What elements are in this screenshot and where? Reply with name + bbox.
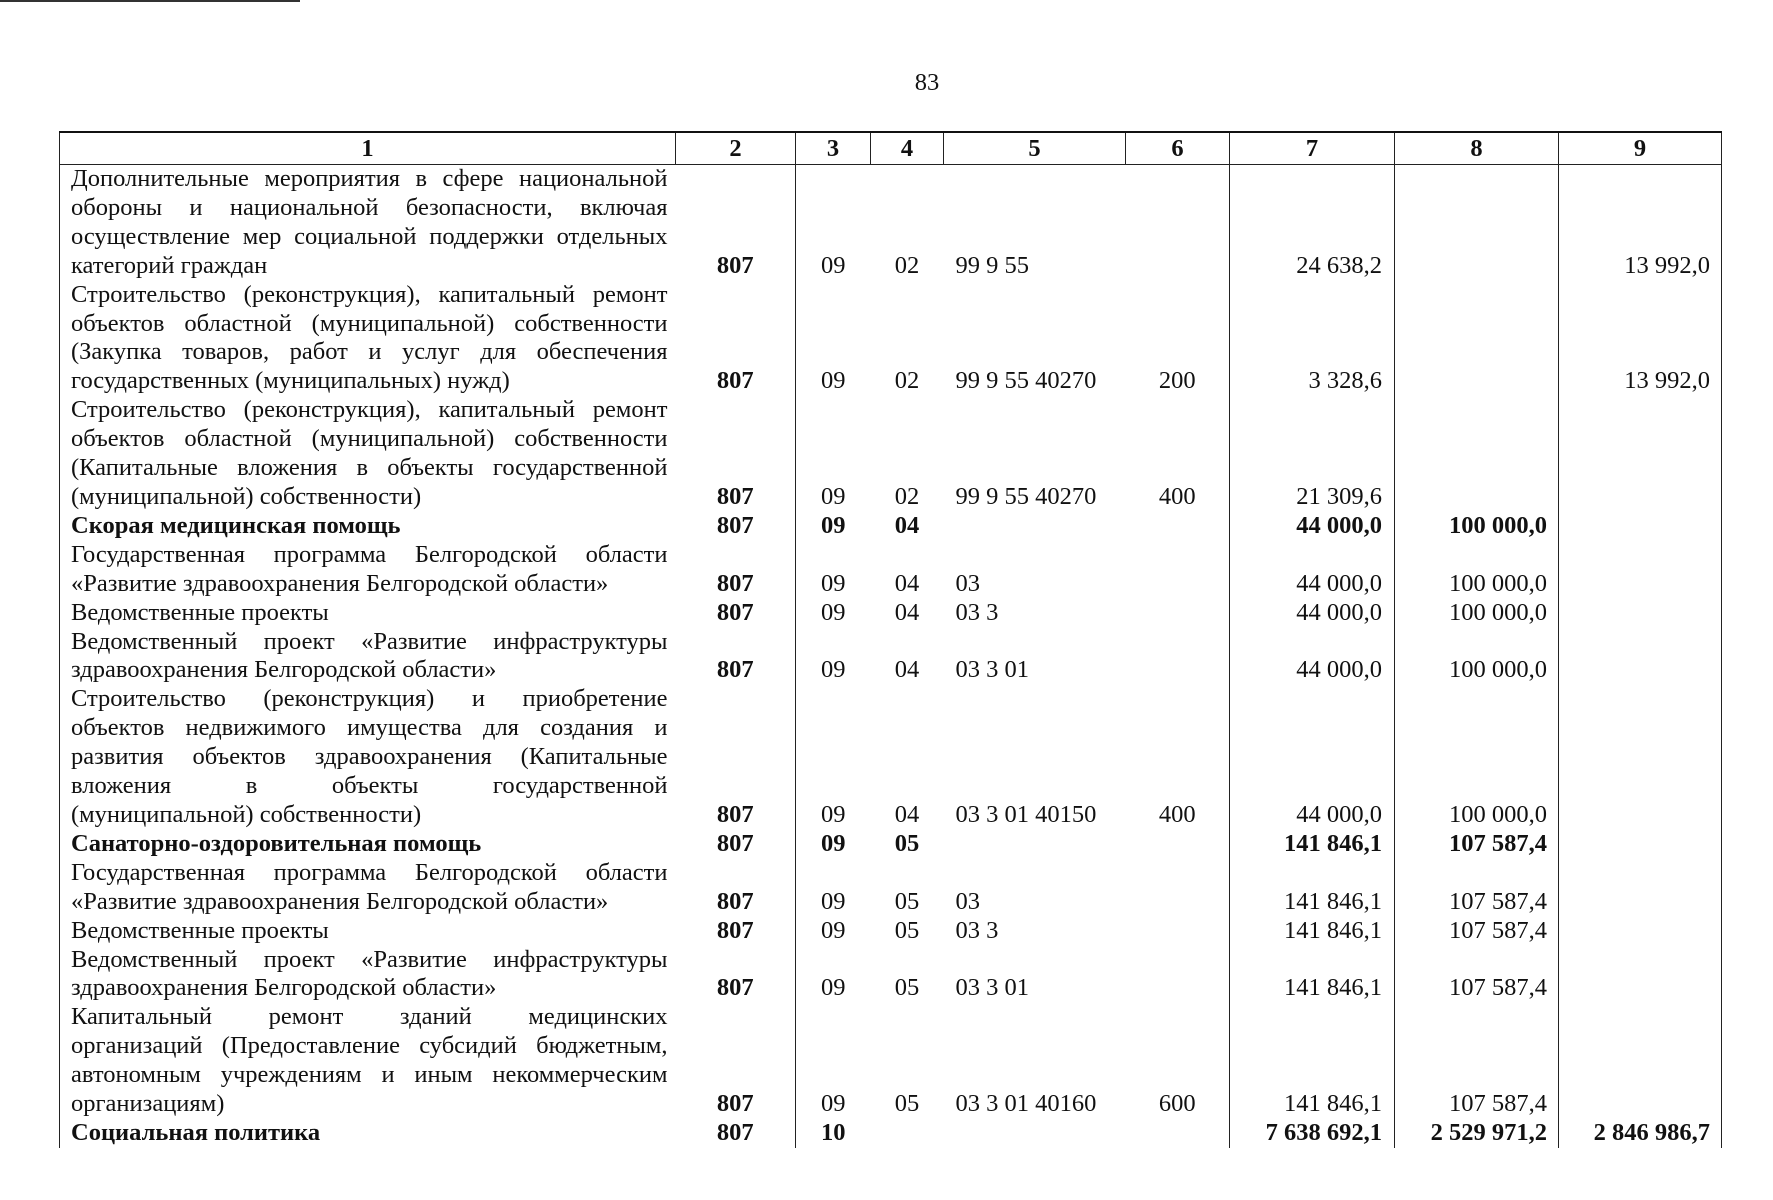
amount-col-8: 2 529 971,2 — [1395, 1119, 1559, 1148]
row-name-line: Строительство (реконструкция), капитальный ремонт — [71, 396, 668, 424]
table-row — [60, 830, 1722, 859]
code-section: 09 — [796, 281, 871, 397]
code-expense-type: 400 — [1158, 482, 1196, 510]
amount-col-7: 44 000,0 — [1230, 599, 1395, 628]
code-expense-type: 600 — [1158, 1090, 1196, 1118]
code-subsection: 02 — [894, 482, 920, 510]
amount-col-7: 7 638 692,1 — [1230, 1119, 1395, 1148]
code-expense-type — [1126, 512, 1230, 541]
table-row — [60, 628, 1722, 686]
row-name-line: Государственная программа Белгородской области — [71, 858, 668, 886]
code-expense-type: 400 — [1158, 800, 1196, 828]
row-name-line: «Развитие здравоохранения Белгородской области» — [71, 569, 609, 597]
row-name — [60, 859, 676, 917]
amount-col-8: 107 587,4 — [1395, 830, 1559, 859]
row-name-line: (Капитальные вложения в объекты государственной — [71, 454, 668, 482]
header-col-2: 2 — [676, 132, 796, 165]
table-row — [60, 1119, 1722, 1148]
scan-edge-rule — [0, 0, 300, 2]
code-admin: 807 — [716, 511, 754, 539]
code-admin: 807 — [716, 367, 754, 395]
row-name-line: Скорая медицинская помощь — [71, 511, 401, 539]
code-target-article: 99 9 55 40270 — [955, 367, 1097, 395]
code-target-article — [944, 512, 1126, 541]
row-name-line: вложения в объекты государственной — [71, 772, 668, 800]
code-admin: 807 — [716, 1090, 754, 1118]
row-name-line: объектов областной (муниципальной) собственности — [71, 309, 668, 337]
code-expense-type — [1126, 830, 1230, 859]
code-target-article: 03 3 01 40160 — [955, 1090, 1097, 1118]
code-section: 10 — [796, 1119, 871, 1148]
row-name — [60, 628, 676, 686]
amount-col-9 — [1559, 599, 1722, 628]
row-name-line: автономным учреждениям и иным некоммерческим — [71, 1061, 668, 1089]
table-row — [60, 541, 1722, 599]
amount-col-7: 44 000,0 — [1230, 628, 1395, 686]
row-name — [60, 946, 676, 1004]
row-name-line: организаций (Предоставление субсидий бюджетным, — [71, 1032, 668, 1060]
code-subsection — [871, 1119, 944, 1148]
table-row — [60, 1003, 1722, 1119]
code-expense-type — [1126, 859, 1230, 917]
code-subsection: 05 — [894, 974, 920, 1002]
row-name-line: Дополнительные мероприятия в сфере национальной — [71, 165, 668, 192]
row-name — [60, 599, 676, 628]
row-name-line: организациям) — [71, 1090, 225, 1118]
amount-col-7: 24 638,2 — [1230, 165, 1395, 281]
code-subsection: 04 — [894, 800, 920, 828]
row-name — [60, 685, 676, 830]
code-admin: 807 — [716, 251, 754, 279]
header-col-9: 9 — [1559, 132, 1722, 165]
code-admin: 807 — [716, 569, 754, 597]
code-target-article: 03 3 — [955, 916, 999, 944]
amount-col-7: 3 328,6 — [1230, 281, 1395, 397]
code-admin: 807 — [716, 974, 754, 1002]
header-row — [60, 132, 1722, 165]
row-name-line: Санаторно-оздоровительная помощь — [71, 829, 482, 857]
row-name-line: объектов областной (муниципальной) собственности — [71, 425, 668, 453]
row-name-line: развития объектов здравоохранения (Капитальные — [71, 743, 668, 771]
row-name — [60, 396, 676, 512]
row-name-line: обороны и национальной безопасности, включая — [71, 193, 668, 221]
amount-col-9 — [1559, 512, 1722, 541]
row-name-line: Строительство (реконструкция), капитальный ремонт — [71, 280, 668, 308]
amount-col-7: 21 309,6 — [1230, 396, 1395, 512]
amount-col-8 — [1395, 396, 1559, 512]
row-name-line: категорий граждан — [71, 251, 268, 279]
code-admin: 807 — [716, 598, 754, 626]
row-name — [60, 165, 676, 281]
header-col-7: 7 — [1230, 132, 1395, 165]
amount-col-9: 13 992,0 — [1559, 165, 1722, 281]
amount-col-8 — [1395, 281, 1559, 397]
row-name — [60, 281, 676, 397]
code-target-article — [944, 830, 1126, 859]
amount-col-8: 100 000,0 — [1395, 685, 1559, 830]
code-expense-type — [1126, 165, 1230, 281]
code-section: 09 — [796, 396, 871, 512]
row-name-line: Ведомственный проект «Развитие инфраструктуры — [71, 627, 668, 655]
code-target-article: 03 3 01 — [955, 656, 1029, 684]
row-name — [60, 541, 676, 599]
code-expense-type — [1126, 917, 1230, 946]
amount-col-7: 141 846,1 — [1230, 1003, 1395, 1119]
amount-col-9 — [1559, 396, 1722, 512]
row-name-line: объектов недвижимого имущества для создания и — [71, 714, 668, 742]
row-name-line: осуществление мер социальной поддержки отдельных — [71, 222, 668, 250]
amount-col-9 — [1559, 917, 1722, 946]
table-row — [60, 396, 1722, 512]
code-target-article: 03 3 — [955, 598, 999, 626]
amount-col-9 — [1559, 685, 1722, 830]
table-header — [60, 132, 1722, 165]
code-section: 09 — [796, 512, 871, 541]
code-target-article: 99 9 55 40270 — [955, 482, 1097, 510]
code-target-article — [944, 1119, 1126, 1148]
amount-col-7: 44 000,0 — [1230, 541, 1395, 599]
code-target-article: 99 9 55 — [955, 251, 1029, 279]
amount-col-8: 107 587,4 — [1395, 1003, 1559, 1119]
amount-col-9 — [1559, 946, 1722, 1004]
row-name-line: (муниципальной) собственности) — [71, 800, 422, 828]
row-name-line: Социальная политика — [71, 1118, 321, 1146]
row-name — [60, 1119, 676, 1148]
table-row — [60, 859, 1722, 917]
table-row — [60, 946, 1722, 1004]
code-subsection: 05 — [894, 1090, 920, 1118]
amount-col-8: 107 587,4 — [1395, 859, 1559, 917]
amount-col-7: 44 000,0 — [1230, 512, 1395, 541]
row-name-line: здравоохранения Белгородской области» — [71, 656, 497, 684]
code-admin: 807 — [716, 916, 754, 944]
code-section: 09 — [796, 685, 871, 830]
row-name-line: Строительство (реконструкция) и приобретение — [71, 685, 668, 713]
amount-col-9 — [1559, 859, 1722, 917]
header-col-1: 1 — [60, 132, 676, 165]
code-expense-type — [1126, 946, 1230, 1004]
code-section: 09 — [796, 859, 871, 917]
code-subsection: 04 — [894, 511, 920, 539]
code-admin: 807 — [716, 887, 754, 915]
row-name-line: государственных (муниципальных) нужд) — [71, 367, 510, 395]
amount-col-8: 100 000,0 — [1395, 599, 1559, 628]
row-name-line: Государственная программа Белгородской области — [71, 540, 668, 568]
code-admin: 807 — [716, 1118, 754, 1146]
code-target-article: 03 — [955, 569, 980, 597]
code-subsection: 04 — [894, 656, 920, 684]
code-section: 09 — [796, 917, 871, 946]
code-target-article: 03 3 01 40150 — [955, 800, 1097, 828]
table-row — [60, 917, 1722, 946]
code-subsection: 04 — [894, 598, 920, 626]
amount-col-9 — [1559, 628, 1722, 686]
row-name-line: здравоохранения Белгородской области» — [71, 974, 497, 1002]
code-section: 09 — [796, 946, 871, 1004]
row-name-line: Ведомственные проекты — [71, 598, 329, 626]
code-section: 09 — [796, 1003, 871, 1119]
row-name-line: Капитальный ремонт зданий медицинских — [71, 1003, 668, 1031]
row-name — [60, 512, 676, 541]
code-expense-type: 200 — [1158, 367, 1196, 395]
amount-col-8: 107 587,4 — [1395, 917, 1559, 946]
row-name — [60, 830, 676, 859]
header-col-3: 3 — [796, 132, 871, 165]
page-number: 83 — [914, 69, 940, 96]
amount-col-8: 107 587,4 — [1395, 946, 1559, 1004]
amount-col-9: 13 992,0 — [1559, 281, 1722, 397]
amount-col-9 — [1559, 1003, 1722, 1119]
amount-col-7: 141 846,1 — [1230, 859, 1395, 917]
table-body — [60, 165, 1722, 1148]
amount-col-8: 100 000,0 — [1395, 541, 1559, 599]
code-section: 09 — [796, 165, 871, 281]
header-col-5: 5 — [944, 132, 1126, 165]
code-subsection: 04 — [894, 569, 920, 597]
code-expense-type — [1126, 628, 1230, 686]
row-name — [60, 917, 676, 946]
amount-col-7: 44 000,0 — [1230, 685, 1395, 830]
code-admin: 807 — [716, 656, 754, 684]
row-name-line: (Закупка товаров, работ и услуг для обеспечения — [71, 338, 668, 366]
row-name-line: Ведомственный проект «Развитие инфраструктуры — [71, 945, 668, 973]
row-name — [60, 1003, 676, 1119]
table-row — [60, 685, 1722, 830]
amount-col-7: 141 846,1 — [1230, 946, 1395, 1004]
table-row — [60, 165, 1722, 281]
amount-col-7: 141 846,1 — [1230, 830, 1395, 859]
row-name-line: (муниципальной) собственности) — [71, 482, 422, 510]
table-row — [60, 512, 1722, 541]
code-expense-type — [1126, 1119, 1230, 1148]
budget-table — [59, 131, 1722, 1148]
table-row — [60, 281, 1722, 397]
code-section: 09 — [796, 541, 871, 599]
code-target-article: 03 — [955, 887, 980, 915]
code-subsection: 05 — [894, 829, 920, 857]
header-col-8: 8 — [1395, 132, 1559, 165]
code-admin: 807 — [716, 829, 754, 857]
code-subsection: 05 — [894, 916, 920, 944]
code-subsection: 05 — [894, 887, 920, 915]
code-expense-type — [1126, 599, 1230, 628]
amount-col-8: 100 000,0 — [1395, 512, 1559, 541]
row-name-line: «Развитие здравоохранения Белгородской области» — [71, 887, 609, 915]
code-subsection: 02 — [894, 251, 920, 279]
code-section: 09 — [796, 599, 871, 628]
amount-col-8 — [1395, 165, 1559, 281]
table-row — [60, 599, 1722, 628]
header-col-4: 4 — [871, 132, 944, 165]
amount-col-7: 141 846,1 — [1230, 917, 1395, 946]
header-col-6: 6 — [1126, 132, 1230, 165]
code-subsection: 02 — [894, 367, 920, 395]
code-section: 09 — [796, 830, 871, 859]
row-name-line: Ведомственные проекты — [71, 916, 329, 944]
code-admin: 807 — [716, 800, 754, 828]
code-expense-type — [1126, 541, 1230, 599]
amount-col-9 — [1559, 541, 1722, 599]
code-section: 09 — [796, 628, 871, 686]
amount-col-8: 100 000,0 — [1395, 628, 1559, 686]
amount-col-9 — [1559, 830, 1722, 859]
code-target-article: 03 3 01 — [955, 974, 1029, 1002]
code-admin: 807 — [716, 482, 754, 510]
amount-col-9: 2 846 986,7 — [1559, 1119, 1722, 1148]
